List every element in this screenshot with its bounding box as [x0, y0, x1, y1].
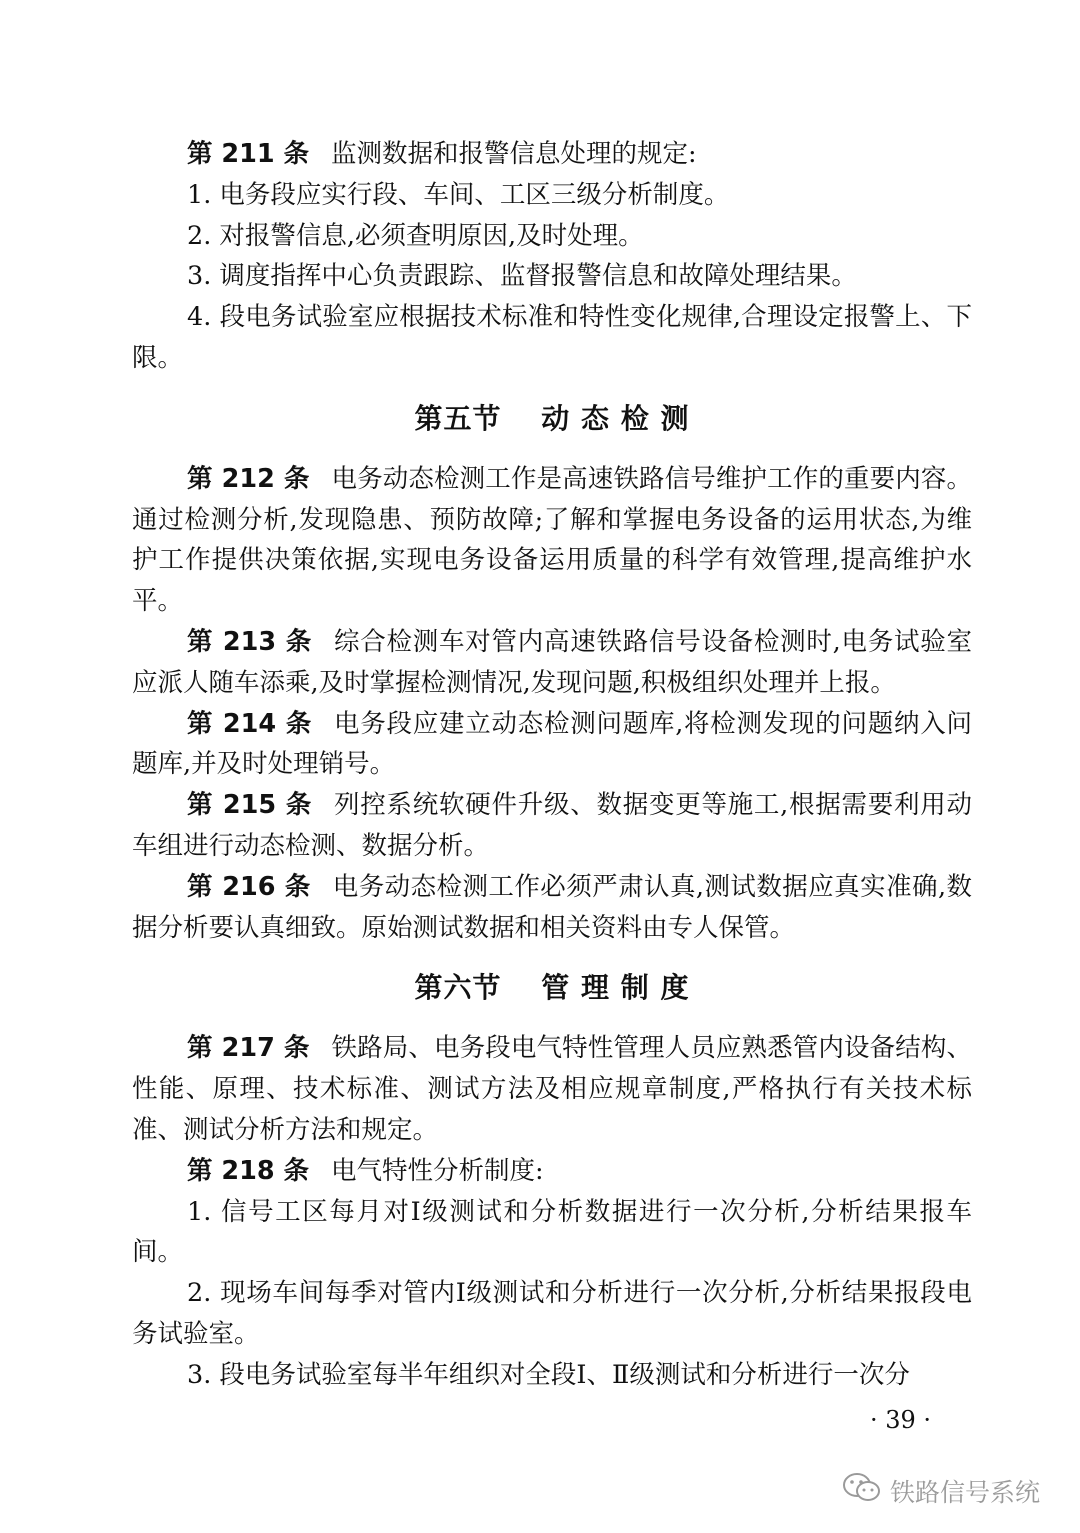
list-item: 3. 段电务试验室每半年组织对全段Ⅰ、Ⅱ级测试和分析进行一次分	[187, 1359, 910, 1390]
article-text: 电务动态检测工作必须严肃认真,测试数据应真实准确,数据分析要认真细致。原始测试数据和相关资料由专人保管。	[132, 871, 972, 943]
article-number: 第 214 条	[187, 708, 312, 739]
article-number: 第 218 条	[187, 1155, 309, 1186]
article-216	[132, 867, 972, 949]
list-item: 1. 信号工区每月对Ⅰ级测试和分析数据进行一次分析,分析结果报车间。	[132, 1196, 972, 1268]
list-item: 1. 电务段应实行段、车间、工区三级分析制度。	[187, 179, 730, 210]
list-item: 2. 对报警信息,必须查明原因,及时处理。	[187, 220, 644, 251]
section-title: 第六节 管 理 制 度	[414, 971, 690, 1005]
article-213	[132, 622, 972, 704]
article-214	[132, 704, 972, 786]
article-211	[132, 134, 972, 175]
wechat-icon	[842, 1471, 890, 1511]
article-number: 第 212 条	[187, 463, 310, 494]
article-number: 第 217 条	[187, 1033, 310, 1064]
article-number: 第 215 条	[187, 790, 312, 821]
article-text: 列控系统软硬件升级、数据变更等施工,根据需要利用动车组进行动态检测、数据分析。	[132, 790, 973, 861]
article-text: 综合检测车对管内高速铁路信号设备检测时,电务试验室应派人随车添乘,及时掌握检测情况,发现问题,积极组织处理并上报。	[132, 626, 973, 698]
list-item: 4. 段电务试验室应根据技术标准和特性变化规律,合理设定报警上、下限。	[132, 302, 972, 373]
page-number: · 39 ·	[870, 1406, 932, 1434]
list-item: 2. 现场车间每季对管内Ⅰ级测试和分析进行一次分析,分析结果报段电务试验室。	[132, 1278, 972, 1349]
article-217	[132, 1028, 972, 1150]
watermark-text: 铁路信号系统	[890, 1478, 1041, 1507]
article-text: 铁路局、电务段电气特性管理人员应熟悉管内设备结构、性能、原理、技术标准、测试方法及相应规章制度,严格执行有关技术标准、测试分析方法和规定。	[132, 1033, 972, 1145]
article-text: 电气特性分析制度:	[330, 1155, 544, 1186]
list-item: 3. 调度指挥中心负责跟踪、监督报警信息和故障处理结果。	[187, 261, 857, 292]
article-number: 第 216 条	[187, 871, 311, 902]
article-number: 第 211 条	[187, 139, 309, 169]
article-text: 电务动态检测工作是高速铁路信号维护工作的重要内容。通过检测分析,发现隐患、预防故障;了解和掌握电务设备的运用状态,为维护工作提供决策依据,实现电务设备运用质量的科学有效管理,提高维护水平。	[132, 463, 972, 617]
section-title: 第五节 动 态 检 测	[414, 401, 690, 435]
article-text: 电务段应建立动态检测问题库,将检测发现的问题纳入问题库,并及时处理销号。	[132, 708, 973, 780]
article-215	[132, 785, 972, 867]
article-number: 第 213 条	[187, 626, 312, 657]
article-218	[132, 1151, 972, 1192]
document-body	[132, 134, 972, 1396]
watermark	[842, 1471, 1040, 1511]
article-212	[132, 459, 972, 622]
article-text: 监测数据和报警信息处理的规定:	[330, 139, 697, 169]
